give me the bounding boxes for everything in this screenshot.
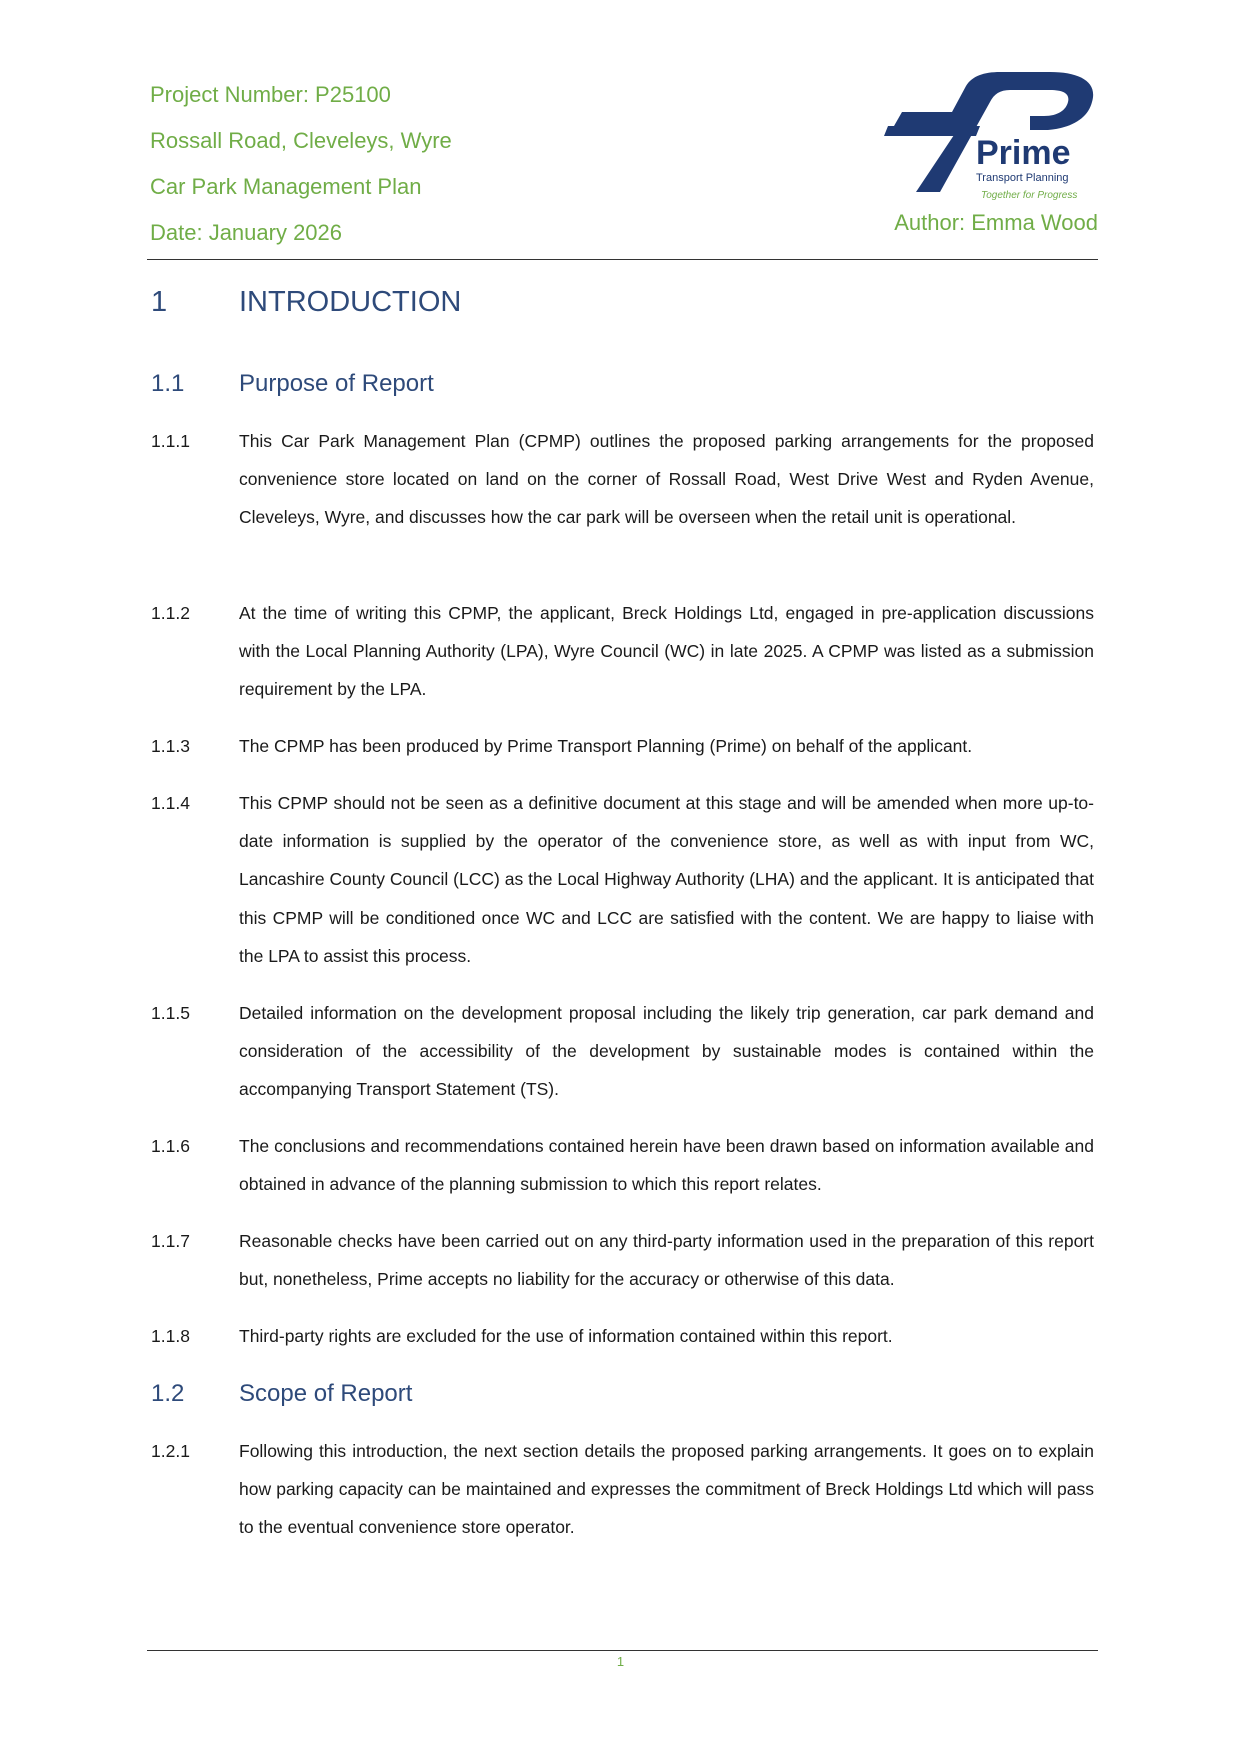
paragraph-text: The CPMP has been produced by Prime Transport Planning (Prime) on behalf of the applicant. bbox=[239, 736, 973, 756]
paragraph-text: At the time of writing this CPMP, the applicant, Breck Holdings Ltd, engaged in pre-application discussions with the Local Planning Authority (LPA), Wyre Council (WC) in late 2025. A CPMP was listed as a submission requirement by the LPA. bbox=[239, 603, 1094, 700]
subsection-title: Purpose of Report bbox=[239, 370, 434, 397]
paragraph-number: 1.1.3 bbox=[151, 736, 190, 756]
paragraph-number: 1.1.2 bbox=[151, 603, 190, 623]
paragraph bbox=[151, 422, 1094, 537]
paragraph bbox=[151, 784, 1094, 975]
paragraph-text: The conclusions and recommendations contained herein have been drawn based on information available and obtained in advance of the planning submission to which this report relates. bbox=[239, 1136, 1094, 1195]
subsection-number: 1.2 bbox=[151, 1380, 185, 1407]
subsection-number: 1.1 bbox=[151, 370, 185, 397]
logo-wordmark: Prime bbox=[976, 134, 1071, 172]
subsection-heading-scope bbox=[151, 1380, 412, 1408]
paragraph bbox=[151, 594, 1094, 709]
paragraph-number: 1.2.1 bbox=[151, 1441, 190, 1461]
paragraph-number: 1.1.5 bbox=[151, 1003, 190, 1023]
paragraph-text: Following this introduction, the next section details the proposed parking arrangements. It goes on to explain how parking capacity can be maintained and expresses the commitment of Breck Holdings Ltd which will pass to the eventual convenience store operator. bbox=[239, 1441, 1094, 1538]
subsection-heading-purpose bbox=[151, 370, 434, 398]
document-header-info bbox=[150, 72, 452, 256]
logo-tagline: Together for Progress bbox=[981, 190, 1078, 201]
prime-logo bbox=[880, 70, 1098, 210]
section-heading bbox=[151, 286, 461, 319]
paragraph-number: 1.1.4 bbox=[151, 793, 190, 813]
paragraph-text: Third-party rights are excluded for the use of information contained within this report. bbox=[239, 1326, 893, 1346]
paragraph-text: Reasonable checks have been carried out on any third-party information used in the preparation of this report but, nonetheless, Prime accepts no liability for the accuracy or otherwise of this data. bbox=[239, 1231, 1094, 1290]
section-number: 1 bbox=[151, 286, 168, 318]
paragraph-number: 1.1.1 bbox=[151, 431, 190, 451]
project-number: Project Number: P25100 bbox=[150, 82, 391, 107]
paragraph bbox=[151, 994, 1094, 1109]
subsection-title: Scope of Report bbox=[239, 1380, 413, 1407]
paragraph-number: 1.1.8 bbox=[151, 1326, 190, 1346]
paragraph-text: This CPMP should not be seen as a definitive document at this stage and will be amended when more up-to-date information is supplied by the operator of the convenience store, as well as with input from WC, Lancashire County Council (LCC) as the Local Highway Authority (LHA) and the applicant. It is anticipated that this CPMP will be conditioned once WC and LCC are satisfied with the content. We are happy to liaise with the LPA to assist this process. bbox=[239, 793, 1094, 966]
logo-subtitle: Transport Planning bbox=[976, 172, 1069, 184]
paragraph bbox=[151, 1317, 1094, 1355]
header-divider bbox=[147, 259, 1098, 260]
page-number: 1 bbox=[616, 1654, 625, 1669]
paragraph-number: 1.1.6 bbox=[151, 1136, 190, 1156]
paragraph-number: 1.1.7 bbox=[151, 1231, 190, 1251]
document-author: Author: Emma Wood bbox=[894, 210, 1098, 235]
section-title: INTRODUCTION bbox=[239, 286, 462, 318]
document-title: Car Park Management Plan bbox=[150, 174, 422, 199]
logo-cross bbox=[884, 126, 980, 136]
paragraph bbox=[151, 1127, 1094, 1203]
paragraph bbox=[151, 727, 1094, 765]
paragraph bbox=[151, 1432, 1094, 1547]
paragraph-text: This Car Park Management Plan (CPMP) outlines the proposed parking arrangements for the proposed convenience store located on land on the corner of Rossall Road, West Drive West and Ryden Avenue, Cleveleys, Wyre, and discusses how the car park will be overseen when the retail unit is operational. bbox=[239, 431, 1094, 528]
project-location: Rossall Road, Cleveleys, Wyre bbox=[150, 128, 452, 153]
paragraph bbox=[151, 1222, 1094, 1298]
footer-divider bbox=[147, 1650, 1098, 1651]
paragraph-text: Detailed information on the development proposal including the likely trip generation, car park demand and consideration of the accessibility of the development by sustainable modes is contained within the accompanying Transport Statement (TS). bbox=[239, 1003, 1094, 1100]
document-date: Date: January 2026 bbox=[150, 220, 343, 245]
